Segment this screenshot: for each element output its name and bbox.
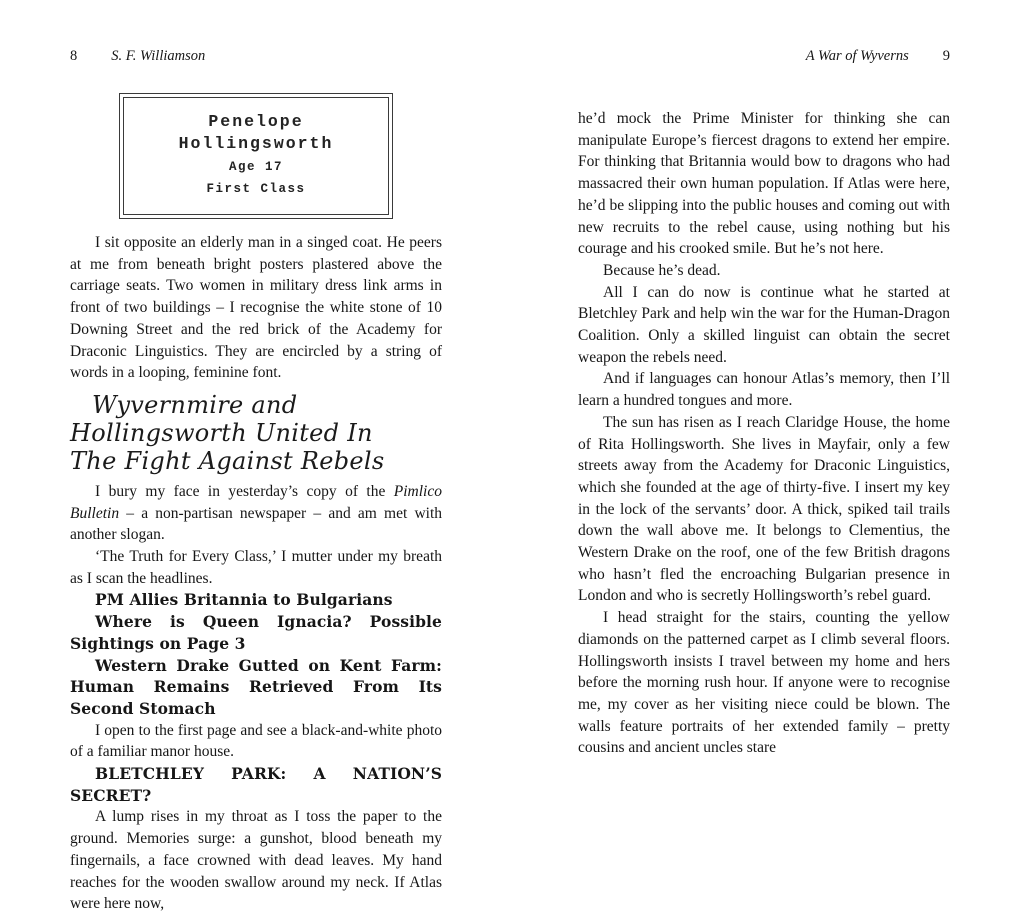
- character-ticket-box: [119, 93, 393, 219]
- script-headline-line-1: Wyvernmire and Hollingsworth United In: [70, 390, 373, 447]
- ticket-character-age: Age 17: [228, 160, 283, 174]
- left-page-body: [70, 232, 442, 915]
- right-page-body: [578, 108, 950, 759]
- paragraph: ‘The Truth for Every Class,’ I mutter under my breath as I scan the headlines.: [70, 548, 442, 587]
- paragraph: he’d mock the Prime Minister for thinking she can manipulate Europe’s fiercest dragons to extend her empire. For thinking that Britannia would bow to dragons who had massacred their own human population. If Atlas were here, he’d be slipping into the public houses and coming out with new recruits to the rebel cause, using nothing but his courage and his crooked smile. But he’s not here.: [578, 110, 950, 258]
- newspaper-headline: Where is Queen Ignacia? Possible Sightings on Page 3: [70, 612, 442, 653]
- ticket-character-name: Penelope Hollingsworth: [178, 112, 334, 153]
- left-running-header: [70, 48, 442, 65]
- paragraph: [70, 481, 442, 546]
- newspaper-headline-bletchley: BLETCHLEY PARK: A NATION’S SECRET?: [70, 764, 442, 805]
- left-page: [70, 48, 442, 915]
- script-headline: [70, 391, 442, 475]
- script-headline-line-2: The Fight Against Rebels: [70, 446, 385, 475]
- newspaper-headline: Western Drake Gutted on Kent Farm: Human Remains Retrieved From Its Second Stomach: [70, 655, 442, 718]
- paragraph: All I can do now is continue what he started at Bletchley Park and help win the war for the Human-Dragon Coalition. Only a skilled linguist can obtain the secret weapon the rebels need.: [578, 283, 950, 366]
- paragraph-text: – a non-partisan newspaper – and am met with another slogan.: [70, 504, 442, 544]
- paragraph: I head straight for the stairs, counting the yellow diamonds on the patterned carpet as I climb several floors. Hollingsworth insists I travel between my home and hers before the morning rush hour. If anyone were to recognise me, my cover as her visiting niece could be blown. The walls feature portraits of her extended family – pretty cousins and ancient uncles stare: [578, 609, 950, 757]
- paragraph-text: I bury my face in yesterday’s copy of the: [95, 482, 394, 500]
- paragraph: And if languages can honour Atlas’s memory, then I’ll learn a hundred tongues and more.: [578, 370, 950, 410]
- paragraph: The sun has risen as I reach Claridge House, the home of Rita Hollingsworth. She lives in Mayfair, only a few streets away from the Academy for Draconic Linguistics, which she founded at the age of thirty-five. I insert my key in the lock of the servants’ door. A thick, spiked tail trails down the wall above me. It belongs to Clementius, the Western Drake on the roof, one of the few British dragons who hasn’t fled the encroaching Bulgarian presence in London and who is secretly Hollingsworth’s rebel guard.: [578, 413, 950, 605]
- paragraph: I open to the first page and see a black-and-white photo of a familiar manor house.: [70, 721, 442, 761]
- author-running-title: S. F. Williamson: [111, 48, 206, 64]
- newspaper-name-italic: Pimlico Bulletin: [70, 482, 442, 522]
- ticket-character-class: First Class: [206, 182, 306, 196]
- left-page-number: 8: [70, 48, 78, 64]
- right-running-header: [578, 48, 950, 65]
- book-running-title: A War of Wyverns: [805, 48, 909, 64]
- newspaper-headline: PM Allies Britannia to Bulgarians: [95, 590, 393, 610]
- paragraph: I sit opposite an elderly man in a singed coat. He peers at me from beneath bright posters plastered above the carriage seats. Two women in military dress link arms in front of two buildings – I recognise the white stone of 10 Downing Street and the red brick of the Academy for Draconic Linguistics. They are encircled by a string of words in a looping, feminine font.: [70, 234, 442, 382]
- paragraph: A lump rises in my throat as I toss the paper to the ground. Memories surge: a gunshot, blood beneath my fingernails, a face crowned with dead leaves. My hand reaches for the wooden swallow around my neck. If Atlas were here now,: [70, 808, 442, 913]
- paragraph: Because he’s dead.: [603, 261, 721, 279]
- right-page: [578, 48, 950, 759]
- character-ticket-inner: [123, 97, 389, 215]
- right-page-number: 9: [942, 48, 950, 64]
